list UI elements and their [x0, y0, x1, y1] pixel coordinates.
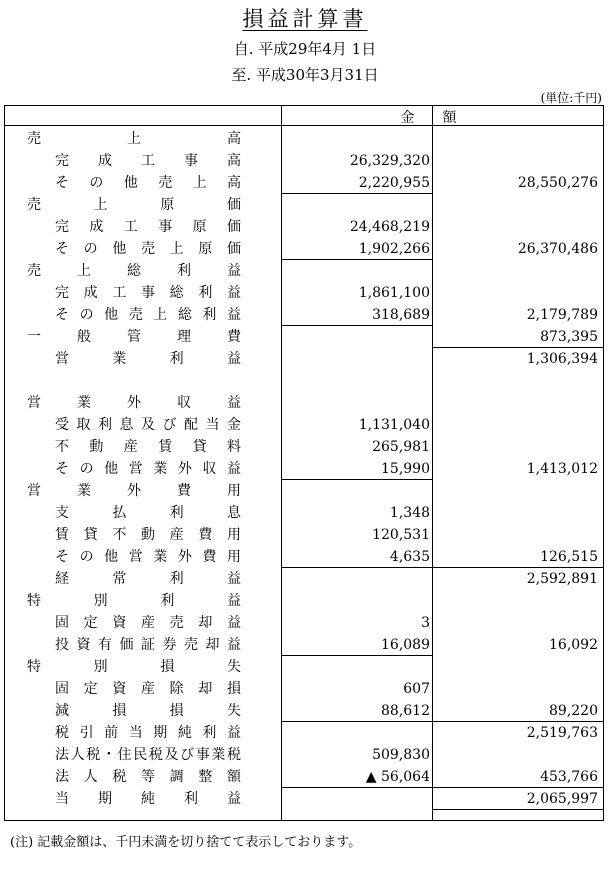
statement-row [5, 216, 603, 238]
statement-row [5, 700, 603, 722]
statement-row [5, 612, 603, 634]
amount-total: 2,179,789 [526, 307, 598, 323]
statement-row [5, 370, 603, 392]
document-title: 損益計算書 [242, 7, 368, 31]
row-label: 経常利益 [55, 571, 285, 587]
row-label: 特別損失 [27, 659, 294, 675]
row-label: 受取利息及び配当金 [55, 417, 249, 433]
row-label: 固定資産売却益 [55, 615, 256, 631]
row-label: その他売上原価 [55, 241, 256, 257]
statement-row [5, 304, 603, 326]
statement-row [5, 502, 603, 524]
amount-detail: 3 [421, 615, 430, 631]
row-label: 一般管理費 [27, 329, 277, 345]
statement-row [5, 590, 603, 612]
amount-total: 2,519,763 [526, 725, 598, 741]
statement-row [5, 128, 603, 150]
income-statement-table [4, 105, 604, 821]
statement-row [5, 458, 603, 480]
statement-row [5, 524, 603, 546]
statement-row [5, 678, 603, 700]
row-label: 法人税等調整額 [55, 769, 256, 785]
statement-row [5, 194, 603, 216]
statement-row [5, 568, 603, 590]
amount-total: 453,766 [540, 769, 598, 785]
unit-label: (単位:千円) [540, 91, 602, 105]
amount-detail: 265,981 [372, 439, 430, 455]
row-label: 特別利益 [27, 593, 294, 609]
amount-total: 89,220 [549, 703, 598, 719]
period-to: 至. 平成30年3月31日 [231, 66, 379, 84]
statement-row [5, 282, 603, 304]
amount-total: 1,306,394 [526, 351, 598, 367]
amount-column-header: 金額 [400, 110, 485, 126]
statement-row [5, 656, 603, 678]
statement-row [5, 150, 603, 172]
amount-detail: 88,612 [381, 703, 430, 719]
row-label: 売上原価 [27, 197, 294, 213]
row-label: 支払利息 [55, 505, 285, 521]
statement-row [5, 722, 603, 744]
amount-detail: 1,861,100 [358, 285, 430, 301]
statement-row [5, 788, 603, 810]
amount-total: 2,592,891 [526, 571, 598, 587]
row-label: その他営業外収益 [55, 461, 252, 477]
statement-row [5, 348, 603, 370]
row-label: その他売上総利益 [55, 307, 252, 323]
amount-detail: 15,990 [381, 461, 430, 477]
amount-detail: 16,089 [381, 637, 430, 653]
row-label: 営業外収益 [27, 395, 277, 411]
amount-detail: 120,531 [372, 527, 430, 543]
row-label: 営業利益 [55, 351, 285, 367]
row-label: その他営業外費用 [55, 549, 252, 565]
amount-total: 1,413,012 [526, 461, 598, 477]
row-label: 売上総利益 [27, 263, 277, 279]
amount-detail: 1,131,040 [358, 417, 430, 433]
statement-row [5, 326, 603, 348]
total-rule [433, 809, 603, 810]
footnote: (注) 記載金額は、千円未満を切り捨てて表示しております。 [10, 835, 362, 850]
statement-row [5, 392, 603, 414]
amount-detail: 607 [403, 681, 430, 697]
amount-total: 26,370,486 [517, 241, 598, 257]
row-label: 不動産賃貸料 [55, 439, 262, 455]
row-label: 投資有価証券売却益 [55, 637, 249, 653]
amount-total: 873,395 [540, 329, 598, 345]
amount-total: 28,550,276 [517, 175, 598, 191]
amount-detail: 318,689 [372, 307, 430, 323]
amount-total: 2,065,997 [526, 791, 598, 807]
amount-detail: 2,220,955 [358, 175, 430, 191]
statement-row [5, 634, 603, 656]
row-label: その他売上高 [55, 175, 262, 191]
statement-row [5, 414, 603, 436]
statement-row [5, 436, 603, 458]
row-label: 完成工事高 [55, 153, 270, 169]
statement-row [5, 546, 603, 568]
amount-detail: ▲ 56,064 [365, 769, 430, 785]
amount-detail: 26,329,320 [349, 153, 430, 169]
row-label: 完成工事総利益 [55, 285, 256, 301]
row-label: 売上高 [27, 131, 327, 147]
row-label: 固定資産除却損 [55, 681, 256, 697]
amount-total: 126,515 [540, 549, 598, 565]
amount-detail: 509,830 [372, 747, 430, 763]
statement-row [5, 238, 603, 260]
statement-row [5, 172, 603, 194]
row-label: 当期純利益 [55, 791, 270, 807]
row-label: 完成工事原価 [55, 219, 262, 235]
statement-row [5, 766, 603, 788]
amount-detail: 1,348 [389, 505, 430, 521]
row-label: 法人税・住民税及び事業税 [55, 747, 243, 763]
amount-total: 16,092 [549, 637, 598, 653]
statement-row [5, 260, 603, 282]
amount-detail: 24,468,219 [349, 219, 430, 235]
period-from: 自. 平成29年4月 1日 [233, 40, 377, 58]
row-label: 税引前当期純利益 [55, 725, 252, 741]
statement-row [5, 744, 603, 766]
row-label: 賃貸不動産費用 [55, 527, 256, 543]
row-label: 営業外費用 [27, 483, 277, 499]
statement-row [5, 480, 603, 502]
amount-detail: 1,902,266 [358, 241, 430, 257]
row-label: 減損損失 [55, 703, 285, 719]
amount-detail: 4,635 [389, 549, 430, 565]
